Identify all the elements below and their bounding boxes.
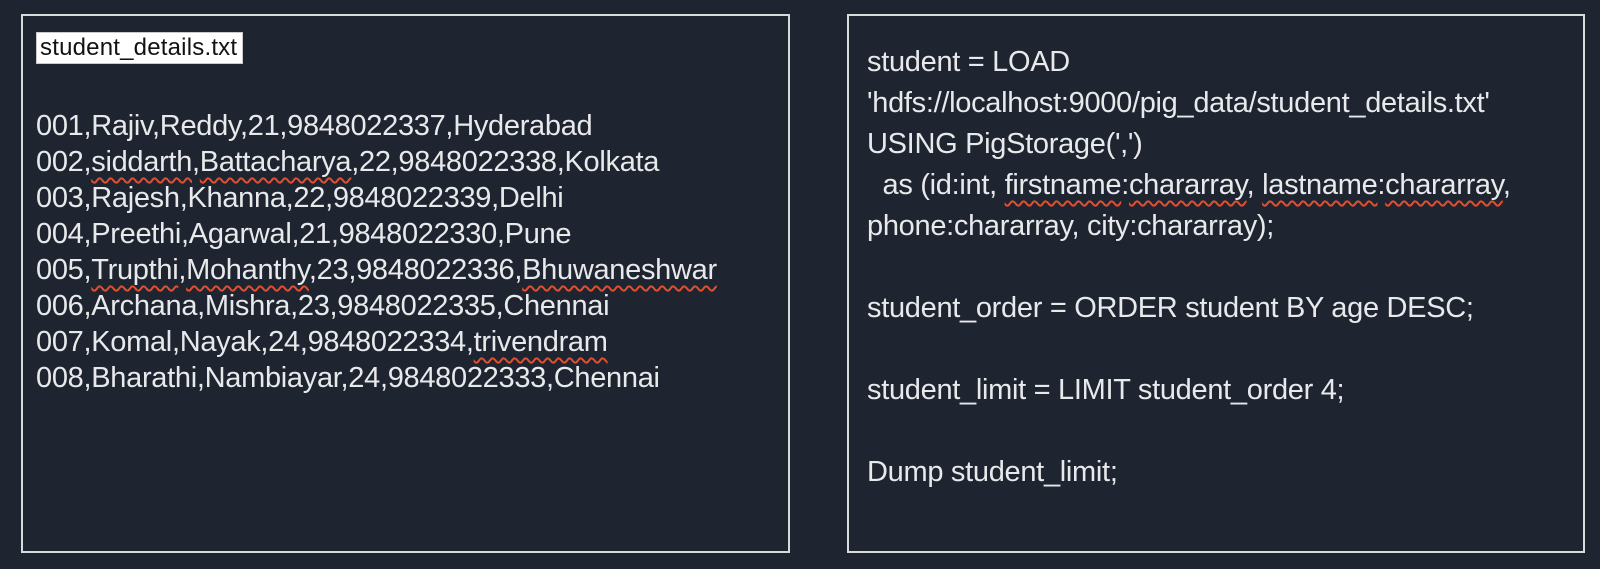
code-line — [867, 165, 1569, 206]
text-segment: student = LOAD — [867, 46, 1070, 78]
text-segment: 005, — [36, 254, 92, 286]
code-line — [867, 370, 1569, 411]
data-row — [36, 288, 778, 324]
text-segment: 007,Komal,Nayak,24,9848022334, — [36, 326, 474, 358]
pig-script-code — [867, 42, 1569, 493]
student-records — [36, 108, 778, 396]
misspelled-word: Bhuwaneshwar — [522, 254, 717, 286]
code-line — [867, 42, 1569, 83]
text-segment: 'hdfs://localhost:9000/pig_data/student_details.txt' — [867, 87, 1490, 119]
text-segment: student_order = ORDER student BY age DESC; — [867, 292, 1474, 324]
data-row — [36, 252, 778, 288]
text-segment: 003,Rajesh,Khanna,22,9848022339,Delhi — [36, 182, 564, 214]
text-segment: , — [178, 254, 187, 286]
misspelled-word: chararray — [1385, 169, 1503, 201]
misspelled-word: chararray — [1128, 169, 1247, 201]
code-line — [867, 206, 1569, 247]
misspelled-word: Mohanthy — [186, 254, 309, 286]
file-title-highlight[interactable]: student_details.txt — [36, 32, 243, 64]
code-line — [867, 83, 1569, 124]
code-line — [867, 452, 1569, 493]
text-segment: ,22,9848022338,Kolkata — [351, 146, 660, 178]
code-line — [867, 411, 1569, 452]
misspelled-word: Battacharya — [199, 146, 352, 178]
code-line — [867, 288, 1569, 329]
text-segment: , — [192, 146, 200, 178]
code-line — [867, 124, 1569, 165]
text-segment: : — [1121, 169, 1129, 201]
text-segment: , — [1246, 169, 1263, 201]
data-row — [36, 108, 778, 144]
data-row — [36, 324, 778, 360]
data-row — [36, 216, 778, 252]
text-segment: 001,Rajiv,Reddy,21,9848022337,Hyderabad — [36, 110, 593, 142]
data-row — [36, 144, 778, 180]
text-segment: , — [1502, 169, 1511, 201]
text-segment: 006,Archana,Mishra,23,9848022335,Chennai — [36, 290, 610, 322]
text-segment: 004,Preethi,Agarwal,21,9848022330,Pune — [36, 218, 572, 250]
student-data-panel — [21, 14, 790, 553]
text-segment: : — [1377, 169, 1386, 201]
text-segment: USING PigStorage(',') — [867, 128, 1143, 160]
pig-script-panel — [847, 14, 1585, 553]
text-segment: 008,Bharathi,Nambiayar,24,9848022333,Chennai — [36, 362, 660, 394]
code-line — [867, 329, 1569, 370]
misspelled-word: firstname — [1004, 169, 1122, 201]
code-line — [867, 247, 1569, 288]
misspelled-word: Trupthi — [91, 254, 179, 286]
misspelled-word: trivendram — [473, 326, 608, 358]
text-segment: Dump student_limit; — [867, 456, 1118, 488]
data-row — [36, 180, 778, 216]
text-segment: phone:chararray, city:chararray); — [867, 210, 1275, 242]
misspelled-word: lastname — [1262, 169, 1378, 201]
text-segment: as (id:int, — [867, 169, 1005, 201]
text-segment: 002, — [36, 146, 92, 178]
text-segment: student_limit = LIMIT student_order 4; — [867, 374, 1345, 406]
misspelled-word: siddarth — [91, 146, 193, 178]
text-segment: ,23,9848022336, — [308, 254, 523, 286]
data-row — [36, 360, 778, 396]
